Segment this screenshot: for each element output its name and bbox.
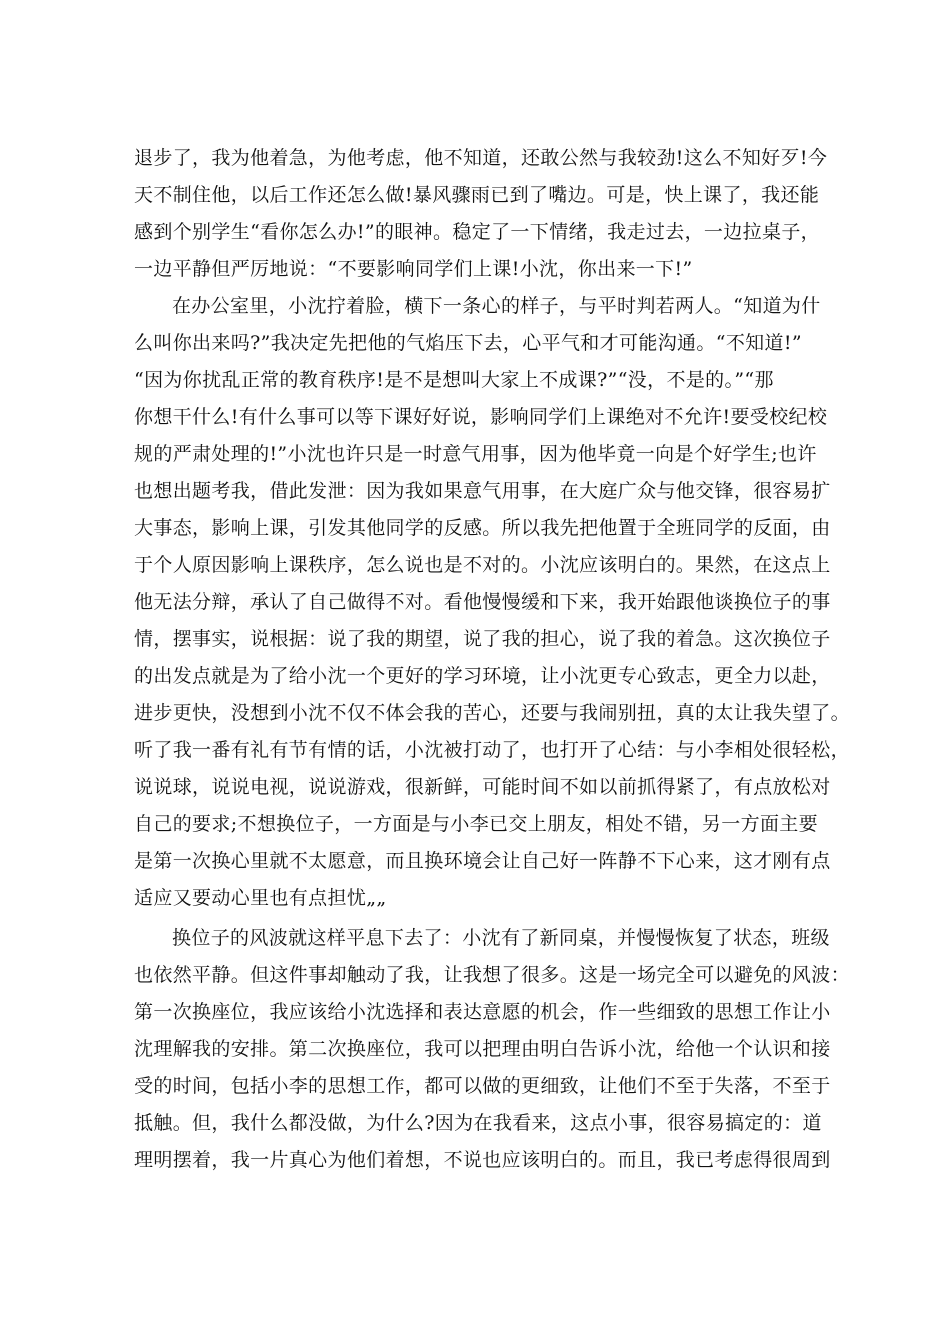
text-line: 么叫你出来吗?”我决定先把他的气焰压下去，心平气和才可能沟通。“不知道!” [134,332,802,354]
text-line: 于个人原因影响上课秩序，怎么说也是不对的。小沈应该明白的。果然，在这点上 [134,554,831,576]
text-line: 的出发点就是为了给小沈一个更好的学习环境，让小沈更专心致志，更全力以赴， [134,665,831,687]
text-line: 天不制住他，以后工作还怎么做!暴风骤雨已到了嘴边。可是，快上课了，我还能 [134,184,820,206]
text-line: 感到个别学生“看你怎么办!”的眼神。稳定了一下情绪，我走过去，一边拉桌子， [134,221,821,243]
text-line: 也想出题考我，借此发泄：因为我如果意气用事，在大庭广众与他交锋，很容易扩 [134,480,831,502]
text-line: 规的严肃处理的!”小沈也许只是一时意气用事，因为他毕竟一向是个好学生;也许 [134,443,817,465]
paragraph-first-line: 换位子的风波就这样平息下去了：小沈有了新同桌，并慢慢恢复了状态，班级 [172,927,830,949]
text-line: 也依然平静。但这件事却触动了我，让我想了很多。这是一场完全可以避免的风波： [134,964,850,986]
text-line: 第一次换座位，我应该给小沈选择和表达意愿的机会，作一些细致的思想工作让小 [134,1001,831,1023]
text-line: 说说球，说说电视，说说游戏，很新鲜，可能时间不如以前抓得紧了，有点放松对 [134,776,831,798]
text-line: 听了我一番有礼有节有情的话，小沈被打动了，也打开了心结：与小李相处很轻松， [134,739,850,761]
text-line: 他无法分辩，承认了自己做得不对。看他慢慢缓和下来，我开始跟他谈换位子的事 [134,591,831,613]
text-line: 适应又要动心里也有点担忧„„ [134,887,387,909]
text-line: 进步更快，没想到小沈不仅不体会我的苦心，还要与我闹别扭，真的太让我失望了。 [134,702,850,724]
text-line: 你想干什么!有什么事可以等下课好好说，影响同学们上课绝对不允许!要受校纪校 [134,406,828,428]
text-line: 情，摆事实，说根据：说了我的期望，说了我的担心，说了我的着急。这次换位子 [134,628,831,650]
text-line: 受的时间，包括小李的思想工作，都可以做的更细致，让他们不至于失落，不至于 [134,1075,831,1097]
text-line: 抵触。但，我什么都没做，为什么?因为在我看来，这点小事，很容易搞定的：道 [134,1112,822,1134]
text-line: 理明摆着，我一片真心为他们着想，不说也应该明白的。而且，我已考虑得很周到 [134,1149,831,1171]
text-line: 沈理解我的安排。第二次换座位，我可以把理由明白告诉小沈，给他一个认识和接 [134,1038,831,1060]
text-line: 是第一次换心里就不太愿意，而且换环境会让自己好一阵静不下心来，这才刚有点 [134,850,831,872]
text-line: 退步了，我为他着急，为他考虑，他不知道，还敢公然与我较劲!这么不知好歹!今 [134,147,828,169]
text-line: 自己的要求;不想换位子，一方面是与小李已交上朋友，相处不错，另一方面主要 [134,813,819,835]
text-line: 大事态，影响上课，引发其他同学的反感。所以我先把他置于全班同学的反面，由 [134,517,831,539]
text-line: “因为你扰乱正常的教育秩序!是不是想叫大家上不成课?”“没，不是的。”“那 [134,369,774,391]
paragraph-first-line: 在办公室里，小沈拧着脸，横下一条心的样子，与平时判若两人。“知道为什 [172,295,821,317]
text-line: 一边平静但严厉地说：“不要影响同学们上课!小沈，你出来一下!” [134,258,693,280]
